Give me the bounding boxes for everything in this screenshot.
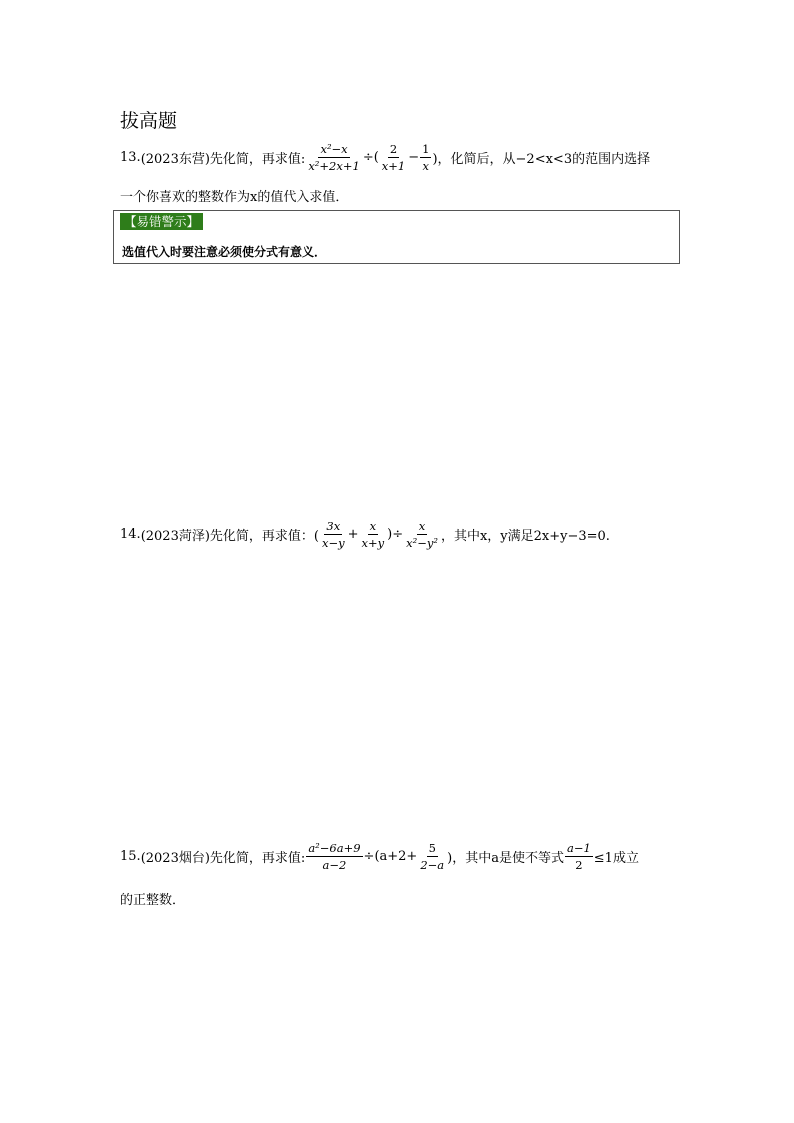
fraction-3: $\frac{a-1}{2}$ xyxy=(566,841,591,872)
question-tail: ≤1成立 xyxy=(593,851,639,866)
operator-minus: − xyxy=(408,150,420,165)
operator-plus: + xyxy=(347,527,359,542)
question-lead: 先化简，再求值：( xyxy=(209,529,319,544)
question-lead: 先化简，再求值: xyxy=(209,851,306,866)
fraction-2: $\frac{2}{x+1}$ xyxy=(381,142,406,173)
question-tail: )，化简后，从−2<x<3的范围内选择 xyxy=(432,152,651,167)
question-lead: 先化简，再求值: xyxy=(209,152,306,167)
question-13-line-2: 一个你喜欢的整数作为x的值代入求值． xyxy=(120,190,349,205)
question-tail: ，其中x，y满足2x+y−3=0. xyxy=(440,529,610,544)
fraction-1: $\frac{3x}{x-y}$ xyxy=(322,519,345,550)
fraction-1: $\frac{\text{a²−6a+9}}{a-2}$ xyxy=(308,841,361,872)
fraction-2: $\frac{5}{2-a}$ xyxy=(420,841,445,872)
question-source: (2023菏泽) xyxy=(140,529,210,544)
section-heading: 拔高题 xyxy=(120,110,178,132)
question-source: (2023烟台) xyxy=(140,851,210,866)
question-15-line-2: 的正整数． xyxy=(120,893,186,908)
question-15 xyxy=(120,841,639,872)
warning-text: 选值代入时要注意必须使分式有意义． xyxy=(122,245,327,259)
operator-divide: ÷( xyxy=(362,150,379,165)
question-number: 15. xyxy=(120,849,141,864)
question-number: 14. xyxy=(120,527,141,542)
fraction-3: $\frac{1}{x}$ xyxy=(422,142,430,173)
question-number: 13. xyxy=(120,150,141,165)
question-14 xyxy=(120,519,610,550)
warning-box xyxy=(113,210,680,264)
question-13 xyxy=(120,142,650,173)
warning-tag: 【易错警示】 xyxy=(120,213,203,230)
fraction-2: $\frac{x}{x+y}$ xyxy=(361,519,385,550)
question-mid: )，其中a是使不等式 xyxy=(447,851,564,866)
operator-divide: )÷ xyxy=(387,527,404,542)
operator-divide: ÷(a+2+ xyxy=(363,849,418,864)
fraction-3: $\frac{x}{\text{x²−y²}}$ xyxy=(406,519,438,550)
fraction-1: $\frac{\text{x²−x}}{\text{x²+2x+1}}$ xyxy=(308,142,360,173)
question-source: (2023东营) xyxy=(140,152,210,167)
